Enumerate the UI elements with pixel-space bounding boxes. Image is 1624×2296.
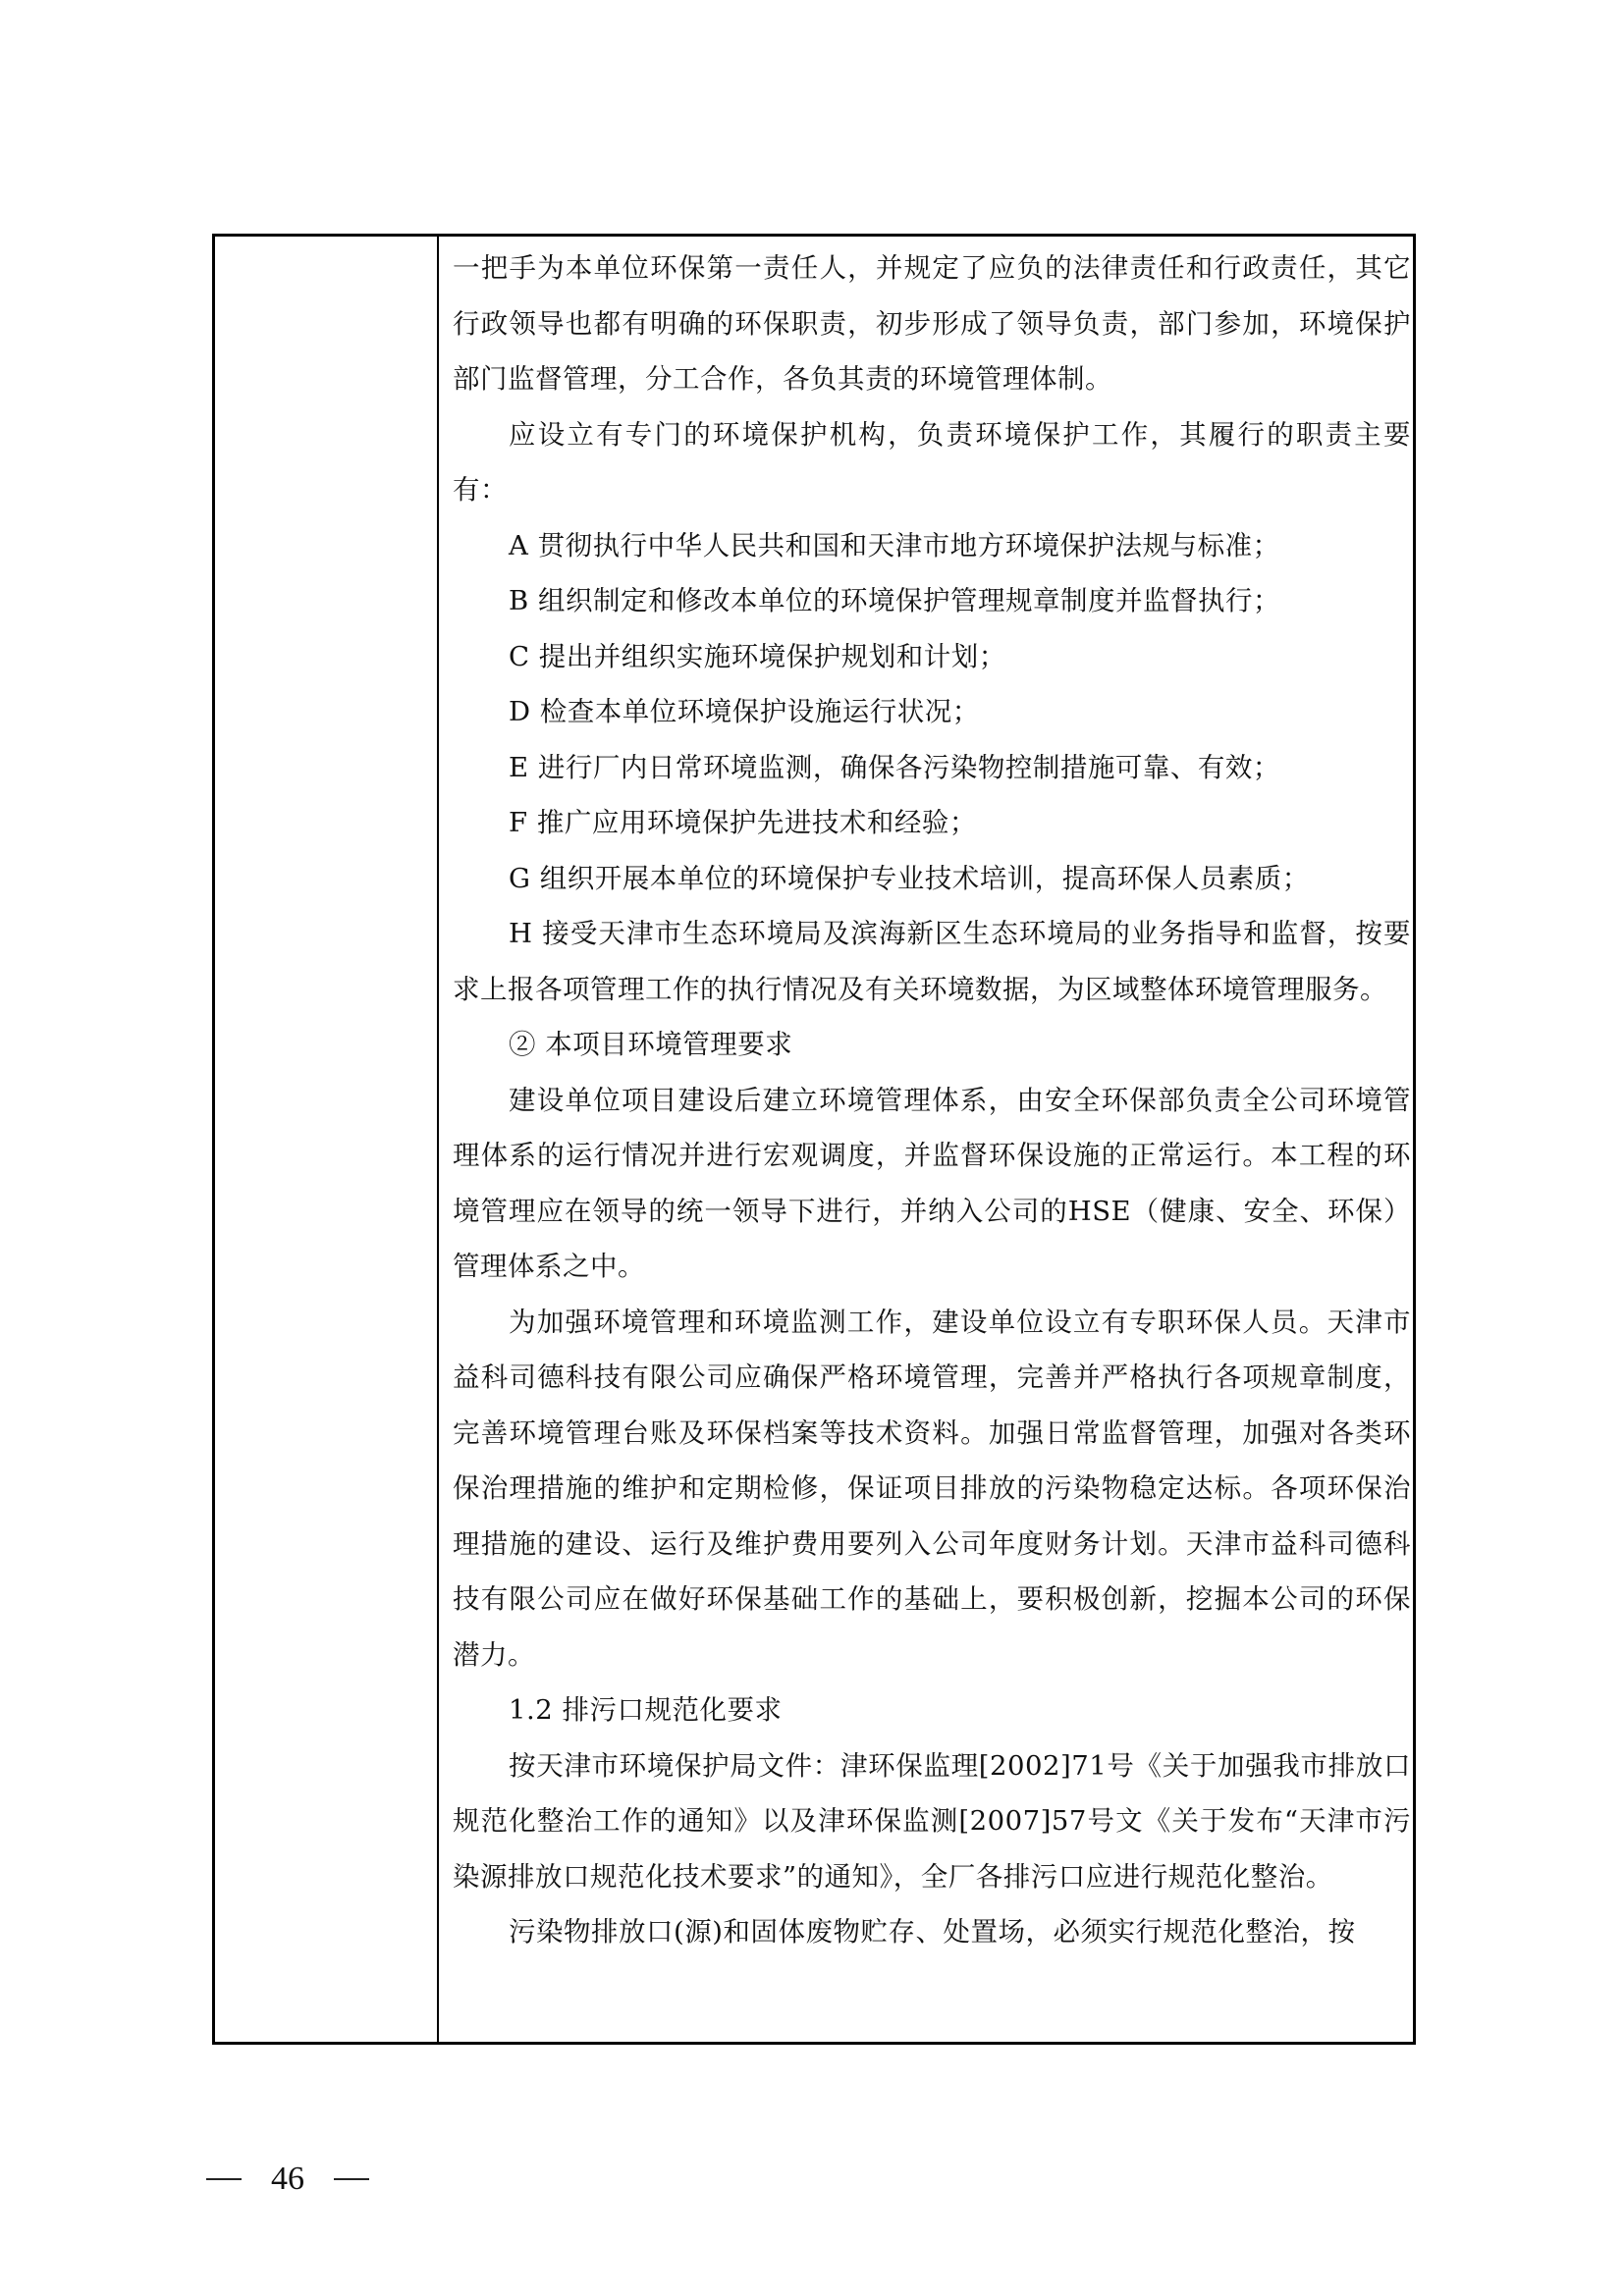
table-content-cell [453,240,1411,2037]
list-item: F 推广应用环境保护先进技术和经验； [509,807,977,838]
section-heading: ② 本项目环境管理要求 [509,1029,793,1060]
paragraph: 一把手为本单位环保第一责任人，并规定了应负的法律责任和行政责任，其它行政领导也都有明确的环保职责，初步形成了领导负责，部门参加，环境保护部门监督管理，分工合作，各负其责的环境管理体制。 [453,252,1411,395]
list-item: C 提出并组织实施环境保护规划和计划； [509,640,1006,672]
page-number: 46 [271,2161,304,2197]
paragraph: 污染物排放口(源)和固体废物贮存、处置场，必须实行规范化整治，按 [509,1916,1356,1948]
document-table [212,234,1416,2045]
list-item: H 接受天津市生态环境局及滨海新区生态环境局的业务指导和监督，按要求上报各项管理工作的执行情况及有关环境数据，为区域整体环境管理服务。 [453,918,1411,1005]
section-heading: 1.2 排污口规范化要求 [509,1694,783,1726]
paragraph: 应设立有专门的环境保护机构，负责环境保护工作，其履行的职责主要有： [453,418,1411,506]
table-left-cell [215,237,439,2042]
list-item: B 组织制定和修改本单位的环境保护管理规章制度并监督执行； [509,585,1280,616]
list-item: A 贯彻执行中华人民共和国和天津市地方环境保护法规与标准； [509,529,1280,561]
paragraph: 建设单位项目建设后建立环境管理体系，由安全环保部负责全公司环境管理体系的运行情况并进行宏观调度，并监督环保设施的正常运行。本工程的环境管理应在领导的统一领导下进行，并纳入公司的HSE（健康、安全、环保）管理体系之中。 [453,1084,1411,1282]
list-item: E 进行厂内日常环境监测，确保各污染物控制措施可靠、有效； [509,751,1280,783]
paragraph: 按天津市环境保护局文件：津环保监理[2002]71号《关于加强我市排放口规范化整治工作的通知》以及津环保监测[2007]57号文《关于发布“天津市污染源排放口规范化技术要求”的通知》，全厂各排污口应进行规范化整治。 [453,1749,1411,1893]
footer-dash-right [334,2178,369,2180]
list-item: D 检查本单位环境保护设施运行状况； [509,696,980,727]
paragraph: 为加强环境管理和环境监测工作，建设单位设立有专职环保人员。天津市益科司德科技有限公司应确保严格环境管理，完善并严格执行各项规章制度，完善环境管理台账及环保档案等技术资料。加强日常监督管理，加强对各类环保治理措施的维护和定期检修，保证项目排放的污染物稳定达标。各项环保治理措施的建设、运行及维护费用要列入公司年度财务计划。天津市益科司德科技有限公司应在做好环保基础工作的基础上，要积极创新，挖掘本公司的环保潜力。 [453,1306,1411,1671]
page-footer [206,2155,369,2204]
footer-dash-left [206,2178,242,2180]
list-item: G 组织开展本单位的环境保护专业技术培训，提高环保人员素质； [509,862,1310,894]
